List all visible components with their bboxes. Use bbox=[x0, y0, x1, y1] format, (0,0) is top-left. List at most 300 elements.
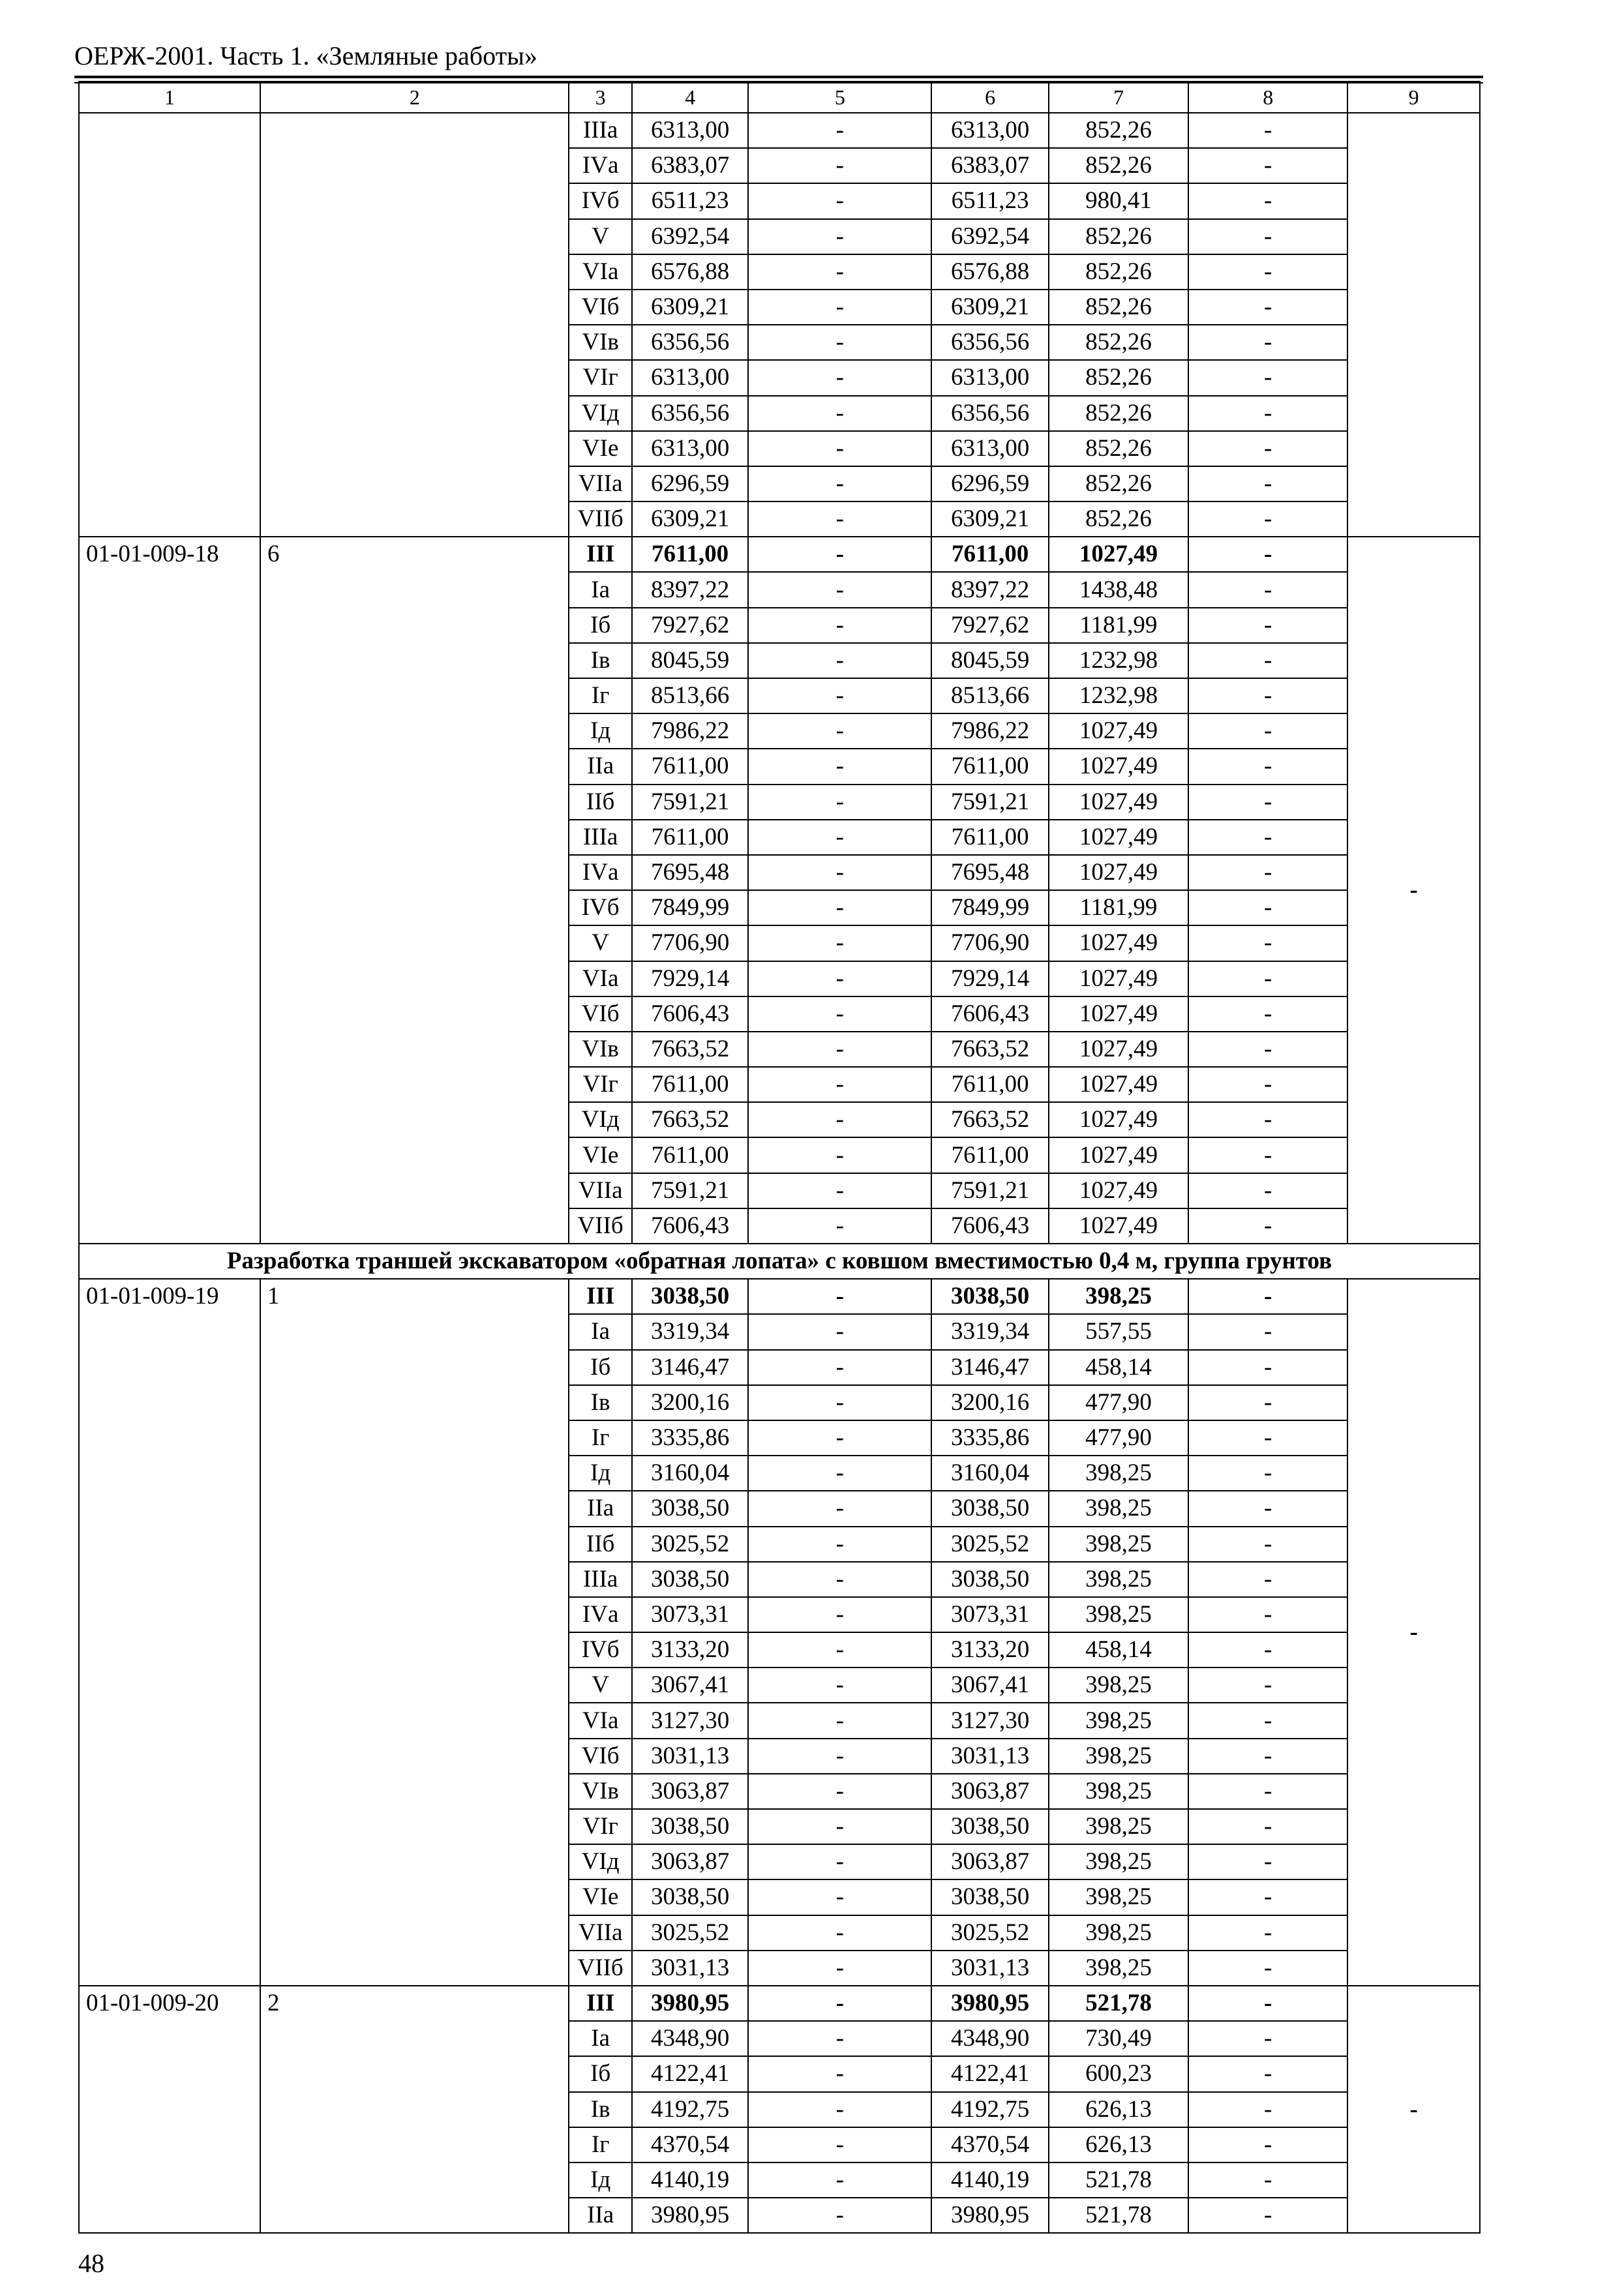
total-cost-cell: 7849,99 bbox=[632, 890, 748, 925]
wages-cell: - bbox=[748, 925, 931, 961]
machine-cost-cell: 8045,59 bbox=[931, 643, 1048, 678]
materials-cost-cell: - bbox=[1188, 1844, 1347, 1879]
soil-category-cell: IVа bbox=[569, 148, 632, 183]
soil-category-cell: VIе bbox=[569, 1879, 632, 1915]
wages-cell: - bbox=[748, 643, 931, 678]
soil-category-cell: IIа bbox=[569, 749, 632, 784]
materials-cost-cell: - bbox=[1188, 1951, 1347, 1986]
machinist-wages-cell: 398,25 bbox=[1049, 1597, 1188, 1632]
machine-cost-cell: 7927,62 bbox=[931, 608, 1048, 643]
soil-category-cell: V bbox=[569, 1668, 632, 1703]
soil-category-cell: Iд bbox=[569, 2162, 632, 2198]
soil-category-cell: Iд bbox=[569, 1456, 632, 1491]
soil-category-cell: VIг bbox=[569, 1067, 632, 1102]
materials-cost-cell: - bbox=[1188, 643, 1347, 678]
total-cost-cell: 3200,16 bbox=[632, 1385, 748, 1420]
column-number: 8 bbox=[1188, 82, 1347, 113]
column-number: 4 bbox=[632, 82, 748, 113]
soil-group-cell: 2 bbox=[260, 1986, 569, 2233]
wages-cell: - bbox=[748, 1597, 931, 1632]
machinist-wages-cell: 1027,49 bbox=[1049, 713, 1188, 749]
machine-cost-cell: 7849,99 bbox=[931, 890, 1048, 925]
soil-category-cell: VIг bbox=[569, 1809, 632, 1844]
machine-cost-cell: 3160,04 bbox=[931, 1456, 1048, 1491]
wages-cell: - bbox=[748, 290, 931, 325]
total-cost-cell: 6356,56 bbox=[632, 325, 748, 360]
total-cost-cell: 3067,41 bbox=[632, 1668, 748, 1703]
soil-category-cell: III bbox=[569, 1986, 632, 2021]
column-number: 7 bbox=[1049, 82, 1188, 113]
machine-cost-cell: 3335,86 bbox=[931, 1420, 1048, 1456]
soil-category-cell: Iг bbox=[569, 2127, 632, 2162]
soil-category-cell: VIв bbox=[569, 325, 632, 360]
total-cost-cell: 4192,75 bbox=[632, 2092, 748, 2127]
soil-category-cell: III bbox=[569, 1279, 632, 1314]
materials-cost-cell: - bbox=[1188, 466, 1347, 501]
machinist-wages-cell: 1027,49 bbox=[1049, 749, 1188, 784]
machine-cost-cell: 3031,13 bbox=[931, 1951, 1048, 1986]
machine-cost-cell: 3038,50 bbox=[931, 1809, 1048, 1844]
soil-category-cell: III bbox=[569, 537, 632, 572]
total-cost-cell: 8397,22 bbox=[632, 572, 748, 607]
machine-cost-cell: 7611,00 bbox=[931, 1067, 1048, 1102]
machine-cost-cell: 6392,54 bbox=[931, 219, 1048, 254]
machinist-wages-cell: 1027,49 bbox=[1049, 1067, 1188, 1102]
wages-cell: - bbox=[748, 1102, 931, 1137]
machinist-wages-cell: 852,26 bbox=[1049, 254, 1188, 290]
total-cost-cell: 7986,22 bbox=[632, 713, 748, 749]
materials-cost-cell: - bbox=[1188, 1279, 1347, 1314]
machinist-wages-cell: 398,25 bbox=[1049, 1491, 1188, 1526]
wages-cell: - bbox=[748, 2162, 931, 2198]
materials-cost-cell: - bbox=[1188, 431, 1347, 466]
machinist-wages-cell: 852,26 bbox=[1049, 325, 1188, 360]
materials-cost-cell: - bbox=[1188, 501, 1347, 537]
soil-category-cell: Iв bbox=[569, 643, 632, 678]
wages-cell: - bbox=[748, 785, 931, 820]
wages-cell: - bbox=[748, 325, 931, 360]
materials-cost-cell: - bbox=[1188, 572, 1347, 607]
materials-cost-cell: - bbox=[1188, 537, 1347, 572]
wages-cell: - bbox=[748, 254, 931, 290]
section-title-row bbox=[79, 1244, 1480, 1279]
wages-cell: - bbox=[748, 396, 931, 431]
total-cost-cell: 6511,23 bbox=[632, 183, 748, 218]
materials-cost-cell: - bbox=[1188, 1879, 1347, 1915]
machinist-wages-cell: 852,26 bbox=[1049, 360, 1188, 395]
total-cost-cell: 3031,13 bbox=[632, 1951, 748, 1986]
machine-cost-cell: 3063,87 bbox=[931, 1844, 1048, 1879]
wages-cell: - bbox=[748, 1456, 931, 1491]
total-cost-cell: 6296,59 bbox=[632, 466, 748, 501]
machine-cost-cell: 7695,48 bbox=[931, 855, 1048, 890]
soil-category-cell: Iг bbox=[569, 678, 632, 713]
total-cost-cell: 7929,14 bbox=[632, 961, 748, 996]
total-cost-cell: 6383,07 bbox=[632, 148, 748, 183]
wages-cell: - bbox=[748, 1279, 931, 1314]
total-cost-cell: 7591,21 bbox=[632, 785, 748, 820]
total-cost-cell: 3127,30 bbox=[632, 1703, 748, 1738]
machine-cost-cell: 4370,54 bbox=[931, 2127, 1048, 2162]
column-number: 6 bbox=[931, 82, 1048, 113]
materials-cost-cell: - bbox=[1188, 325, 1347, 360]
machine-cost-cell: 8513,66 bbox=[931, 678, 1048, 713]
materials-cost-cell: - bbox=[1188, 1350, 1347, 1385]
soil-category-cell: VIд bbox=[569, 396, 632, 431]
machine-cost-cell: 7611,00 bbox=[931, 537, 1048, 572]
machinist-wages-cell: 852,26 bbox=[1049, 431, 1188, 466]
wages-cell: - bbox=[748, 219, 931, 254]
soil-category-cell: VIIб bbox=[569, 1208, 632, 1244]
soil-category-cell: VIд bbox=[569, 1844, 632, 1879]
machine-cost-cell: 7591,21 bbox=[931, 785, 1048, 820]
wages-cell: - bbox=[748, 1915, 931, 1951]
wages-cell: - bbox=[748, 1067, 931, 1102]
rates-table bbox=[78, 81, 1481, 2234]
wages-cell: - bbox=[748, 1562, 931, 1597]
total-cost-cell: 4122,41 bbox=[632, 2056, 748, 2091]
wages-cell: - bbox=[748, 1173, 931, 1208]
machine-cost-cell: 3200,16 bbox=[931, 1385, 1048, 1420]
total-cost-cell: 3980,95 bbox=[632, 2198, 748, 2233]
materials-cost-cell: - bbox=[1188, 1032, 1347, 1067]
machine-cost-cell: 3038,50 bbox=[931, 1279, 1048, 1314]
machine-cost-cell: 3980,95 bbox=[931, 2198, 1048, 2233]
wages-cell: - bbox=[748, 1491, 931, 1526]
soil-category-cell: IVа bbox=[569, 1597, 632, 1632]
materials-cost-cell: - bbox=[1188, 713, 1347, 749]
soil-category-cell: IIIа bbox=[569, 113, 632, 148]
labour-cost-cell: - bbox=[1347, 1986, 1480, 2233]
total-cost-cell: 7611,00 bbox=[632, 1137, 748, 1173]
materials-cost-cell: - bbox=[1188, 785, 1347, 820]
machinist-wages-cell: 398,25 bbox=[1049, 1951, 1188, 1986]
page-header bbox=[74, 37, 1483, 76]
materials-cost-cell: - bbox=[1188, 2127, 1347, 2162]
soil-category-cell: Iг bbox=[569, 1420, 632, 1456]
machine-cost-cell: 3025,52 bbox=[931, 1527, 1048, 1562]
total-cost-cell: 3133,20 bbox=[632, 1632, 748, 1668]
machinist-wages-cell: 1027,49 bbox=[1049, 820, 1188, 855]
total-cost-cell: 6576,88 bbox=[632, 254, 748, 290]
materials-cost-cell: - bbox=[1188, 1527, 1347, 1562]
machinist-wages-cell: 521,78 bbox=[1049, 1986, 1188, 2021]
total-cost-cell: 8513,66 bbox=[632, 678, 748, 713]
machine-cost-cell: 3146,47 bbox=[931, 1350, 1048, 1385]
materials-cost-cell: - bbox=[1188, 1668, 1347, 1703]
machine-cost-cell: 7606,43 bbox=[931, 996, 1048, 1032]
soil-category-cell: IIб bbox=[569, 1527, 632, 1562]
machine-cost-cell: 7986,22 bbox=[931, 713, 1048, 749]
materials-cost-cell: - bbox=[1188, 1491, 1347, 1526]
materials-cost-cell: - bbox=[1188, 996, 1347, 1032]
machinist-wages-cell: 730,49 bbox=[1049, 2021, 1188, 2056]
machine-cost-cell: 6309,21 bbox=[931, 501, 1048, 537]
machinist-wages-cell: 1027,49 bbox=[1049, 925, 1188, 961]
total-cost-cell: 3038,50 bbox=[632, 1879, 748, 1915]
materials-cost-cell: - bbox=[1188, 396, 1347, 431]
total-cost-cell: 4348,90 bbox=[632, 2021, 748, 2056]
total-cost-cell: 3063,87 bbox=[632, 1844, 748, 1879]
total-cost-cell: 6313,00 bbox=[632, 360, 748, 395]
machine-cost-cell: 6309,21 bbox=[931, 290, 1048, 325]
soil-group-cell: 1 bbox=[260, 1279, 569, 1986]
soil-group-cell bbox=[260, 113, 569, 537]
materials-cost-cell: - bbox=[1188, 678, 1347, 713]
total-cost-cell: 6356,56 bbox=[632, 396, 748, 431]
machinist-wages-cell: 557,55 bbox=[1049, 1314, 1188, 1349]
wages-cell: - bbox=[748, 1844, 931, 1879]
document-title: ОЕРЖ-2001. Часть 1. «Земляные работы» bbox=[74, 41, 537, 70]
wages-cell: - bbox=[748, 2127, 931, 2162]
wages-cell: - bbox=[748, 1385, 931, 1420]
total-cost-cell: 3038,50 bbox=[632, 1491, 748, 1526]
wages-cell: - bbox=[748, 431, 931, 466]
wages-cell: - bbox=[748, 183, 931, 218]
materials-cost-cell: - bbox=[1188, 183, 1347, 218]
column-number: 1 bbox=[79, 82, 260, 113]
total-cost-cell: 3025,52 bbox=[632, 1915, 748, 1951]
soil-category-cell: VIв bbox=[569, 1032, 632, 1067]
machinist-wages-cell: 852,26 bbox=[1049, 501, 1188, 537]
machinist-wages-cell: 398,25 bbox=[1049, 1809, 1188, 1844]
soil-category-cell: Iб bbox=[569, 608, 632, 643]
machine-cost-cell: 7611,00 bbox=[931, 1137, 1048, 1173]
total-cost-cell: 7591,21 bbox=[632, 1173, 748, 1208]
materials-cost-cell: - bbox=[1188, 2198, 1347, 2233]
machine-cost-cell: 3038,50 bbox=[931, 1491, 1048, 1526]
machinist-wages-cell: 477,90 bbox=[1049, 1385, 1188, 1420]
machinist-wages-cell: 852,26 bbox=[1049, 148, 1188, 183]
column-number: 3 bbox=[569, 82, 632, 113]
page-number: 48 bbox=[78, 2249, 104, 2278]
total-cost-cell: 7611,00 bbox=[632, 820, 748, 855]
machinist-wages-cell: 477,90 bbox=[1049, 1420, 1188, 1456]
machinist-wages-cell: 980,41 bbox=[1049, 183, 1188, 218]
labour-cost-cell bbox=[1347, 113, 1480, 537]
machinist-wages-cell: 1027,49 bbox=[1049, 537, 1188, 572]
wages-cell: - bbox=[748, 360, 931, 395]
machinist-wages-cell: 398,25 bbox=[1049, 1703, 1188, 1738]
materials-cost-cell: - bbox=[1188, 1915, 1347, 1951]
labour-cost-cell: - bbox=[1347, 537, 1480, 1244]
wages-cell: - bbox=[748, 608, 931, 643]
machinist-wages-cell: 1027,49 bbox=[1049, 1032, 1188, 1067]
machine-cost-cell: 3133,20 bbox=[931, 1632, 1048, 1668]
wages-cell: - bbox=[748, 2021, 931, 2056]
soil-category-cell: IIа bbox=[569, 1491, 632, 1526]
wages-cell: - bbox=[748, 2056, 931, 2091]
table-row bbox=[79, 113, 1480, 148]
rate-code-cell: 01-01-009-20 bbox=[79, 1986, 260, 2233]
machinist-wages-cell: 398,25 bbox=[1049, 1915, 1188, 1951]
soil-category-cell: V bbox=[569, 219, 632, 254]
machinist-wages-cell: 398,25 bbox=[1049, 1668, 1188, 1703]
materials-cost-cell: - bbox=[1188, 2021, 1347, 2056]
soil-category-cell: IIIа bbox=[569, 820, 632, 855]
soil-category-cell: IIа bbox=[569, 2198, 632, 2233]
materials-cost-cell: - bbox=[1188, 2092, 1347, 2127]
materials-cost-cell: - bbox=[1188, 1067, 1347, 1102]
soil-category-cell: Iа bbox=[569, 2021, 632, 2056]
machine-cost-cell: 6511,23 bbox=[931, 183, 1048, 218]
machinist-wages-cell: 626,13 bbox=[1049, 2092, 1188, 2127]
wages-cell: - bbox=[748, 1668, 931, 1703]
soil-group-cell: 6 bbox=[260, 537, 569, 1244]
materials-cost-cell: - bbox=[1188, 1986, 1347, 2021]
total-cost-cell: 3319,34 bbox=[632, 1314, 748, 1349]
total-cost-cell: 3160,04 bbox=[632, 1456, 748, 1491]
materials-cost-cell: - bbox=[1188, 219, 1347, 254]
machine-cost-cell: 6576,88 bbox=[931, 254, 1048, 290]
materials-cost-cell: - bbox=[1188, 1137, 1347, 1173]
wages-cell: - bbox=[748, 1632, 931, 1668]
machine-cost-cell: 7929,14 bbox=[931, 961, 1048, 996]
soil-category-cell: VIа bbox=[569, 254, 632, 290]
machinist-wages-cell: 398,25 bbox=[1049, 1844, 1188, 1879]
total-cost-cell: 7611,00 bbox=[632, 537, 748, 572]
rate-code-cell bbox=[79, 113, 260, 537]
machine-cost-cell: 7606,43 bbox=[931, 1208, 1048, 1244]
machinist-wages-cell: 398,25 bbox=[1049, 1527, 1188, 1562]
machine-cost-cell: 6313,00 bbox=[931, 360, 1048, 395]
total-cost-cell: 3063,87 bbox=[632, 1774, 748, 1809]
wages-cell: - bbox=[748, 713, 931, 749]
wages-cell: - bbox=[748, 1137, 931, 1173]
materials-cost-cell: - bbox=[1188, 1385, 1347, 1420]
rate-code-cell: 01-01-009-19 bbox=[79, 1279, 260, 1986]
wages-cell: - bbox=[748, 820, 931, 855]
materials-cost-cell: - bbox=[1188, 1420, 1347, 1456]
wages-cell: - bbox=[748, 1703, 931, 1738]
soil-category-cell: IIб bbox=[569, 785, 632, 820]
wages-cell: - bbox=[748, 1879, 931, 1915]
materials-cost-cell: - bbox=[1188, 113, 1347, 148]
total-cost-cell: 7927,62 bbox=[632, 608, 748, 643]
materials-cost-cell: - bbox=[1188, 1774, 1347, 1809]
total-cost-cell: 3038,50 bbox=[632, 1279, 748, 1314]
total-cost-cell: 4370,54 bbox=[632, 2127, 748, 2162]
materials-cost-cell: - bbox=[1188, 890, 1347, 925]
total-cost-cell: 7695,48 bbox=[632, 855, 748, 890]
machinist-wages-cell: 1181,99 bbox=[1049, 608, 1188, 643]
header-rule bbox=[74, 76, 1483, 78]
machine-cost-cell: 7706,90 bbox=[931, 925, 1048, 961]
machine-cost-cell: 3031,13 bbox=[931, 1739, 1048, 1774]
total-cost-cell: 7706,90 bbox=[632, 925, 748, 961]
wages-cell: - bbox=[748, 890, 931, 925]
materials-cost-cell: - bbox=[1188, 1456, 1347, 1491]
machinist-wages-cell: 458,14 bbox=[1049, 1632, 1188, 1668]
machine-cost-cell: 3025,52 bbox=[931, 1915, 1048, 1951]
total-cost-cell: 4140,19 bbox=[632, 2162, 748, 2198]
machine-cost-cell: 3067,41 bbox=[931, 1668, 1048, 1703]
soil-category-cell: VIе bbox=[569, 1137, 632, 1173]
soil-category-cell: VIб bbox=[569, 1739, 632, 1774]
wages-cell: - bbox=[748, 1350, 931, 1385]
machine-cost-cell: 7663,52 bbox=[931, 1102, 1048, 1137]
machinist-wages-cell: 1027,49 bbox=[1049, 996, 1188, 1032]
machinist-wages-cell: 1027,49 bbox=[1049, 961, 1188, 996]
total-cost-cell: 3335,86 bbox=[632, 1420, 748, 1456]
soil-category-cell: VIIа bbox=[569, 466, 632, 501]
machinist-wages-cell: 600,23 bbox=[1049, 2056, 1188, 2091]
machine-cost-cell: 7591,21 bbox=[931, 1173, 1048, 1208]
total-cost-cell: 6313,00 bbox=[632, 431, 748, 466]
machine-cost-cell: 3127,30 bbox=[931, 1703, 1048, 1738]
table-row-main bbox=[79, 537, 1480, 572]
column-number: 2 bbox=[260, 82, 569, 113]
soil-category-cell: Iв bbox=[569, 1385, 632, 1420]
soil-category-cell: IIIа bbox=[569, 1562, 632, 1597]
machine-cost-cell: 8397,22 bbox=[931, 572, 1048, 607]
table-row-main bbox=[79, 1279, 1480, 1314]
materials-cost-cell: - bbox=[1188, 855, 1347, 890]
materials-cost-cell: - bbox=[1188, 1314, 1347, 1349]
soil-category-cell: VIе bbox=[569, 431, 632, 466]
machine-cost-cell: 3980,95 bbox=[931, 1986, 1048, 2021]
wages-cell: - bbox=[748, 466, 931, 501]
machinist-wages-cell: 1438,48 bbox=[1049, 572, 1188, 607]
section-title: Разработка траншей экскаватором «обратная лопата» с ковшом вместимостью 0,4 м, группа грунтов bbox=[79, 1244, 1480, 1279]
total-cost-cell: 7606,43 bbox=[632, 996, 748, 1032]
machine-cost-cell: 7611,00 bbox=[931, 820, 1048, 855]
total-cost-cell: 7663,52 bbox=[632, 1102, 748, 1137]
machine-cost-cell: 3063,87 bbox=[931, 1774, 1048, 1809]
materials-cost-cell: - bbox=[1188, 1562, 1347, 1597]
machinist-wages-cell: 398,25 bbox=[1049, 1739, 1188, 1774]
soil-category-cell: IVб bbox=[569, 1632, 632, 1668]
machinist-wages-cell: 1027,49 bbox=[1049, 1137, 1188, 1173]
machinist-wages-cell: 398,25 bbox=[1049, 1279, 1188, 1314]
machine-cost-cell: 6383,07 bbox=[931, 148, 1048, 183]
total-cost-cell: 3146,47 bbox=[632, 1350, 748, 1385]
wages-cell: - bbox=[748, 1527, 931, 1562]
wages-cell: - bbox=[748, 1032, 931, 1067]
labour-cost-cell: - bbox=[1347, 1279, 1480, 1986]
column-number: 5 bbox=[748, 82, 931, 113]
soil-category-cell: VIIб bbox=[569, 1951, 632, 1986]
column-number: 9 bbox=[1347, 82, 1480, 113]
machine-cost-cell: 3038,50 bbox=[931, 1562, 1048, 1597]
machinist-wages-cell: 521,78 bbox=[1049, 2198, 1188, 2233]
machine-cost-cell: 6313,00 bbox=[931, 113, 1048, 148]
machinist-wages-cell: 1027,49 bbox=[1049, 1208, 1188, 1244]
soil-category-cell: VIв bbox=[569, 1774, 632, 1809]
materials-cost-cell: - bbox=[1188, 961, 1347, 996]
materials-cost-cell: - bbox=[1188, 1597, 1347, 1632]
materials-cost-cell: - bbox=[1188, 1102, 1347, 1137]
machinist-wages-cell: 458,14 bbox=[1049, 1350, 1188, 1385]
soil-category-cell: Iб bbox=[569, 2056, 632, 2091]
wages-cell: - bbox=[748, 537, 931, 572]
machinist-wages-cell: 398,25 bbox=[1049, 1456, 1188, 1491]
materials-cost-cell: - bbox=[1188, 360, 1347, 395]
materials-cost-cell: - bbox=[1188, 1809, 1347, 1844]
machine-cost-cell: 6356,56 bbox=[931, 396, 1048, 431]
soil-category-cell: VIIб bbox=[569, 501, 632, 537]
soil-category-cell: VIIа bbox=[569, 1173, 632, 1208]
wages-cell: - bbox=[748, 1420, 931, 1456]
soil-category-cell: IVб bbox=[569, 890, 632, 925]
wages-cell: - bbox=[748, 148, 931, 183]
machine-cost-cell: 6356,56 bbox=[931, 325, 1048, 360]
wages-cell: - bbox=[748, 1774, 931, 1809]
machine-cost-cell: 7611,00 bbox=[931, 749, 1048, 784]
machinist-wages-cell: 521,78 bbox=[1049, 2162, 1188, 2198]
total-cost-cell: 6313,00 bbox=[632, 113, 748, 148]
total-cost-cell: 7611,00 bbox=[632, 749, 748, 784]
